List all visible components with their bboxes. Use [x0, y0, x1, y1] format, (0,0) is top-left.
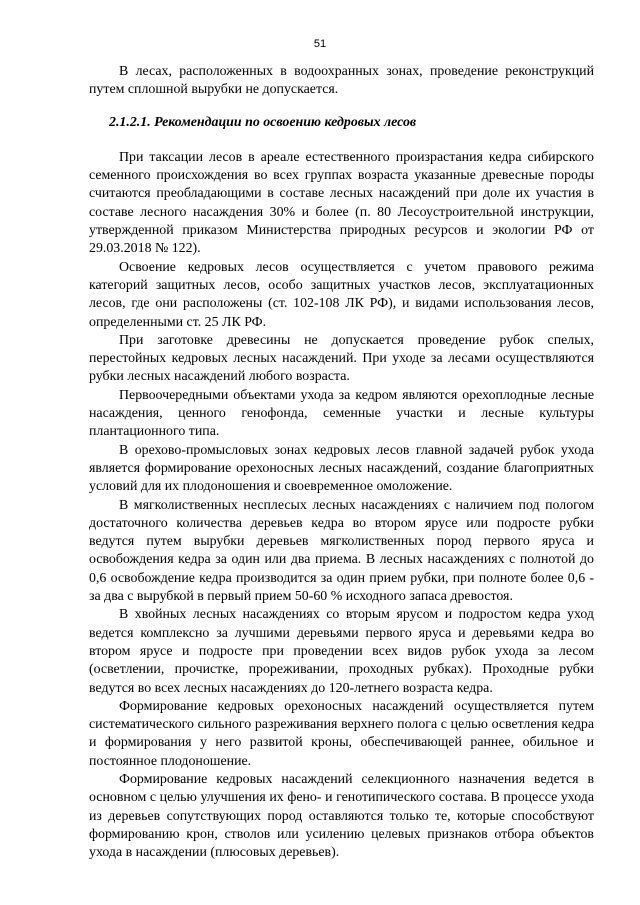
paragraph-coniferous-stands: В хвойных лесных насаждениях со вторым ярусом и подростом кедра уход ведется комплексно за лучшими деревьями первого яруса и деревьями кедра во втором ярусе и подросте при проведении всех видов рубок ухода за лесом (осветлении, прочистке, прореживании, проходных рубках). Проходные рубки ведутся во всех лесных насаждениях до 120-летнего возраста кедра.	[89, 607, 594, 696]
section-heading: 2.1.2.1. Рекомендации по освоению кедровых лесов	[109, 114, 417, 130]
paragraph-selection-stands: Формирование кедровых насаждений селекционного назначения ведется в основном с целью улучшения их фено- и генотипического состава. В процессе ухода из деревьев сопутствующих пород оставляются только те, которые способствуют формированию крон, стволов или усилению целевых признаков отбора объектов ухода в насаждении (плюсовых деревьев).	[89, 771, 594, 861]
intro-paragraph: В лесах, расположенных в водоохранных зонах, проведение реконструкций путем сплошной вырубки не допускается.	[89, 64, 594, 98]
page-number: 51	[313, 38, 327, 50]
paragraph-nut-bearing-formation: Формирование кедровых орехоносных насаждений осуществляется путем систематического сильного разреживания верхнего полога с целью осветления кедра и формирования у него развитой кроны, обеспечивающей раннее, обильное и постоянное плодоношение.	[89, 698, 594, 769]
paragraph-priority-objects: Первоочередными объектами ухода за кедром являются орехоплодные лесные насаждения, ценного генофонда, семенные участки и лесные культуры плантационного типа.	[89, 387, 594, 440]
paragraph-legal-regime: Освоение кедровых лесов осуществляется с учетом правового режима категорий защитных лесов, особо защитных участков лесов, эксплуатационных лесов, где они расположены (ст. 102-108 ЛК РФ), и видами использования лесов, определенными ст. 25 ЛК РФ.	[89, 259, 594, 330]
paragraph-nut-zones: В орехово-промысловых зонах кедровых лесов главной задачей рубок ухода является формирование орехоносных лесных насаждений, создание благоприятных условий для их плодоношения и своевременное омоложение.	[89, 442, 594, 495]
paragraph-softwood-stands: В мягколиственных несплесых лесных насаждениях с наличием под пологом достаточного количества деревьев кедра во втором ярусе или подросте рубки ведутся путем вырубки деревьев мягколиственных пород первого яруса и освобождения кедра за один или два приема. В лесных насаждениях с полнотой до 0,6 освобождение кедра производится за один прием рубки, при полноте более 0,6 - за два с вырубкой в первый прием 50-60 % исходного запаса древостоя.	[89, 497, 594, 605]
page-body	[89, 63, 594, 862]
paragraph-harvesting: При заготовке древесины не допускается проведение рубок спелых, перестойных кедровых лесных насаждений. При уходе за лесами осуществляются рубки лесных насаждений любого возраста.	[89, 332, 594, 385]
paragraph-taxation: При таксации лесов в ареале естественного произрастания кедра сибирского семенного происхождения во всех группах возраста указанные древесные породы считаются преобладающими в составе лесных насаждений при доле их участия в составе лесного насаждения 30% и более (п. 80 Лесоустроительной инструкции, утвержденной приказом Министерства природных ресурсов и экологии РФ от 29.03.2018 № 122).	[89, 149, 594, 257]
